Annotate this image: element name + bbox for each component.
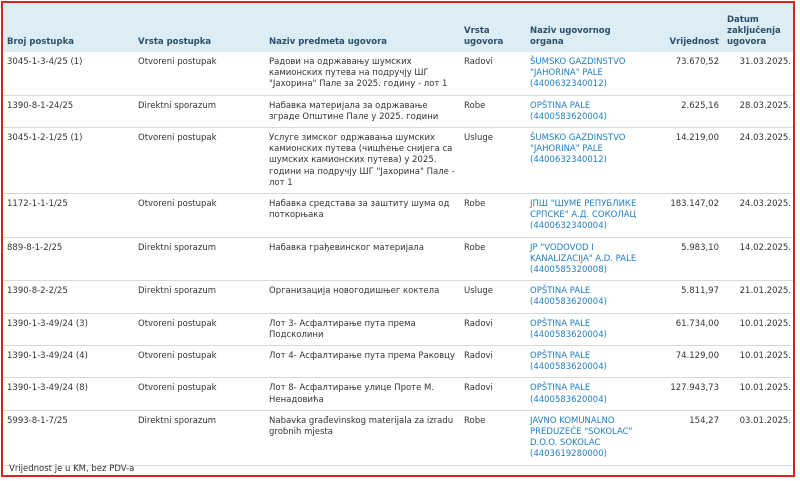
table-row <box>3 194 795 238</box>
cell-postupak: Otvoreni postupak <box>138 133 217 144</box>
cell-broj: 1390-8-1-24/25 <box>7 100 74 111</box>
cell-datum: 28.03.2025. <box>739 100 791 111</box>
cell-vrijednost: 5.983,10 <box>681 242 719 253</box>
table-row <box>3 52 795 95</box>
cell-vrijednost: 183.147,02 <box>670 199 719 210</box>
cell-broj: 1390-1-3-49/24 (8) <box>7 383 88 394</box>
cell-postupak: Direktni sporazum <box>138 415 217 426</box>
cell-predmet: Услуге зимског одржавања шумских камионских путева (чишћење снијега са шумских камионских путева) у 2025. години на подручју ШГ "Јахорина" Пале - лот 1 <box>269 133 455 188</box>
cell-datum: 14.02.2025. <box>739 242 791 253</box>
header-naziv-predmeta[interactable]: Naziv predmeta ugovora <box>269 37 387 47</box>
table-row <box>3 313 795 345</box>
cell-postupak: Direktni sporazum <box>138 286 217 297</box>
organ-link[interactable]: JP "VODOVOD I KANALIZACIJA" A.D. PALE (4400585320008) <box>530 242 637 276</box>
cell-datum: 24.03.2025. <box>739 199 791 210</box>
cell-vrijednost: 74.129,00 <box>675 351 719 362</box>
header-naziv-organa[interactable]: Naziv ugovornog organa <box>530 26 611 47</box>
cell-vrsta: Robe <box>464 100 486 111</box>
cell-datum: 10.01.2025. <box>739 351 791 362</box>
cell-datum: 10.01.2025. <box>739 383 791 394</box>
cell-vrsta: Radovi <box>464 57 493 67</box>
cell-vrsta: Robe <box>464 199 486 210</box>
cell-broj: 5993-8-1-7/25 <box>7 415 68 426</box>
cell-vrsta: Usluge <box>464 286 494 297</box>
header-broj-postupka[interactable]: Broj postupka <box>7 37 74 47</box>
cell-broj: 3045-1-2-1/25 (1) <box>7 133 83 144</box>
cell-vrsta: Robe <box>464 415 486 426</box>
cell-vrsta: Radovi <box>464 318 493 329</box>
organ-link[interactable]: JAVNO KOMUNALNO PREDUZEĆE "SOKOLAC" D.O.O. SOKOLAC (4403619280000) <box>530 415 633 460</box>
organ-link[interactable]: ŠUMSKO GAZDINSTVO "JAHORINA" PALE (4400632340012) <box>530 133 626 166</box>
cell-broj: 889-8-1-2/25 <box>7 242 63 253</box>
table-row <box>3 378 795 410</box>
cell-datum: 03.01.2025. <box>739 415 791 426</box>
cell-vrijednost: 61.734,00 <box>675 318 719 329</box>
table-header <box>3 3 795 52</box>
cell-predmet: Набавка средстава за заштиту шума од поткорњака <box>269 199 450 221</box>
cell-vrijednost: 154,27 <box>689 415 719 426</box>
cell-vrijednost: 14.219,00 <box>675 133 719 144</box>
organ-link[interactable]: OPŠTINA PALE (4400583620004) <box>530 100 607 122</box>
contracts-panel <box>1 1 795 477</box>
cell-predmet: Набавка грађевинског материјала <box>269 242 424 253</box>
header-vrsta-ugovora[interactable]: Vrsta ugovora <box>464 26 504 47</box>
cell-datum: 24.03.2025. <box>739 133 791 144</box>
organ-link[interactable]: OPŠTINA PALE (4400583620004) <box>530 318 607 340</box>
table-row <box>3 128 795 194</box>
cell-vrijednost: 73.670,52 <box>675 57 719 67</box>
header-datum[interactable]: Datum zaključenja ugovora <box>727 15 781 47</box>
cell-postupak: Otvoreni postupak <box>138 57 217 67</box>
table-row <box>3 237 795 281</box>
cell-broj: 1390-1-3-49/24 (4) <box>7 351 88 362</box>
cell-vrsta: Radovi <box>464 351 493 362</box>
cell-broj: 1390-1-3-49/24 (3) <box>7 318 88 329</box>
cell-datum: 21.01.2025. <box>739 286 791 297</box>
table-row <box>3 410 795 465</box>
cell-vrsta: Radovi <box>464 383 493 394</box>
cell-predmet: Набавка материјала за одржавање зграде Општине Пале у 2025. години <box>269 100 439 122</box>
organ-link[interactable]: ŠUMSKO GAZDINSTVO "JAHORINA" PALE (4400632340012) <box>530 57 626 90</box>
cell-postupak: Direktni sporazum <box>138 242 217 253</box>
cell-predmet: Организација новогодишњег коктела <box>269 286 440 297</box>
cell-predmet: Лот 3- Асфалтирање пута према Подсколини <box>269 318 416 340</box>
cell-datum: 31.03.2025. <box>739 57 791 67</box>
cell-predmet: Nabavka građevinskog materijala za izradu grobnih mjesta <box>269 415 454 438</box>
table-row <box>3 95 795 127</box>
cell-broj: 1172-1-1-1/25 <box>7 199 68 210</box>
cell-vrijednost: 5.811,97 <box>681 286 719 297</box>
cell-postupak: Otvoreni postupak <box>138 383 217 394</box>
table-row <box>3 281 795 313</box>
header-vrijednost[interactable]: Vrijednost <box>669 37 719 47</box>
currency-note: Vrijednost je u KM, bez PDV-a <box>9 464 135 474</box>
organ-link[interactable]: ЈПШ "ШУМЕ РЕПУБЛИКЕ СРПСКЕ" А.Д. СОКОЛАЦ (4400632340004) <box>530 199 637 232</box>
cell-postupak: Otvoreni postupak <box>138 351 217 362</box>
cell-vrijednost: 127.943,73 <box>670 383 719 394</box>
cell-postupak: Otvoreni postupak <box>138 199 217 210</box>
cell-postupak: Otvoreni postupak <box>138 318 217 329</box>
header-vrsta-postupka[interactable]: Vrsta postupka <box>138 37 212 47</box>
cell-broj: 3045-1-3-4/25 (1) <box>7 57 83 67</box>
table-body <box>3 52 795 465</box>
organ-link[interactable]: OPŠTINA PALE (4400583620004) <box>530 286 607 308</box>
cell-predmet: Радови на одржавању шумских камионских путева на подручју ШГ "Јахорина" Пале за 2025. годину - лот 1 <box>269 57 448 90</box>
cell-datum: 10.01.2025. <box>739 318 791 329</box>
cell-vrijednost: 2.625,16 <box>681 100 719 111</box>
contracts-table <box>3 3 795 466</box>
organ-link[interactable]: OPŠTINA PALE (4400583620004) <box>530 383 607 405</box>
cell-predmet: Лот 8- Асфалтирање улице Проте М. Ненадовића <box>269 383 435 405</box>
cell-broj: 1390-8-2-2/25 <box>7 286 68 297</box>
cell-predmet: Лот 4- Асфалтирање пута према Раковцу <box>269 351 455 362</box>
organ-link[interactable]: OPŠTINA PALE (4400583620004) <box>530 351 607 373</box>
cell-vrsta: Usluge <box>464 133 494 144</box>
cell-postupak: Direktni sporazum <box>138 100 217 111</box>
table-row <box>3 346 795 378</box>
cell-vrsta: Robe <box>464 242 486 253</box>
